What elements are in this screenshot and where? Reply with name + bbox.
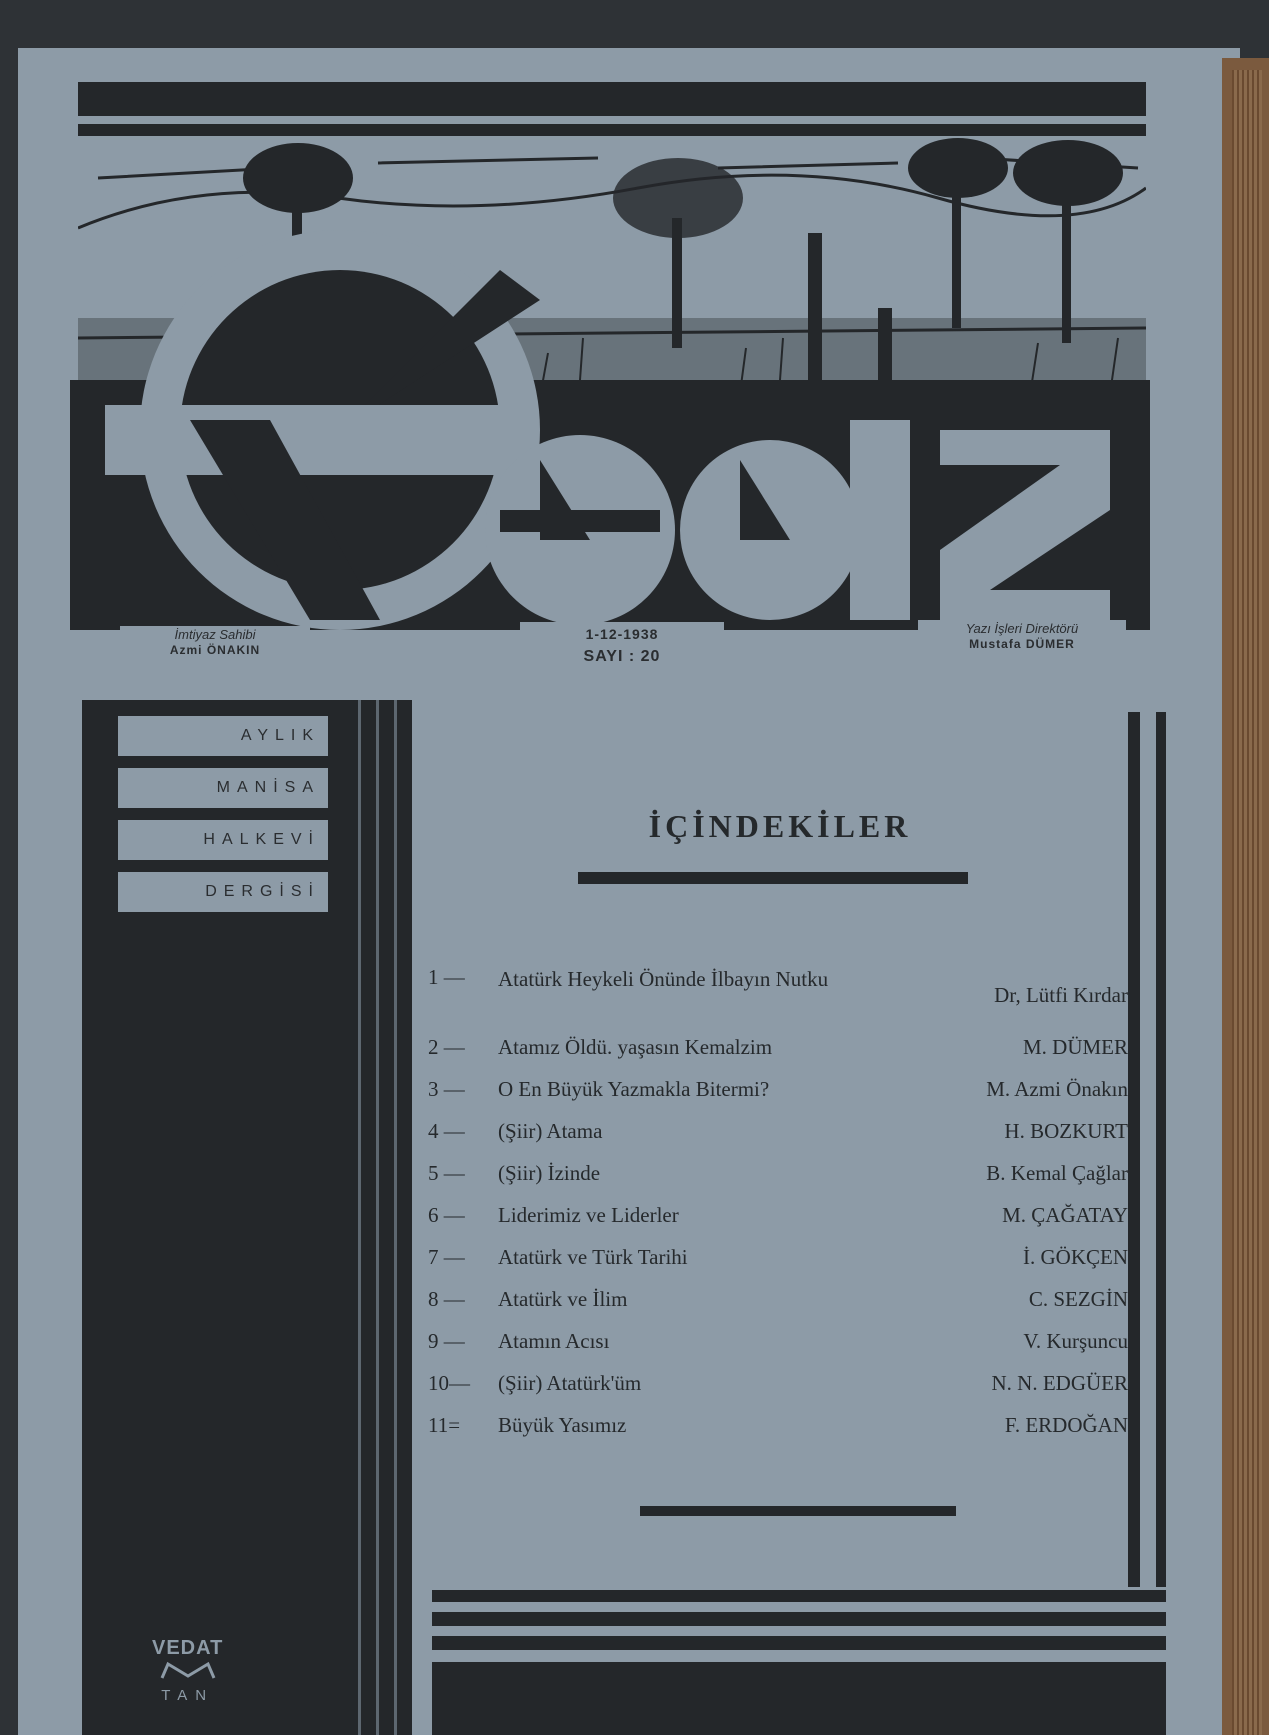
toc-entry-author: B. Kemal Çağlar [986,1161,1128,1185]
toc-entry [428,1119,1128,1157]
toc-entry-author: İ. GÖKÇEN [1023,1245,1128,1269]
toc-entry [428,965,1128,1025]
side-word-halkevi: HALKEVİ [118,820,328,860]
toc-entry-title: Atamın Acısı [498,1329,610,1353]
toc-entry-number: 11= [428,1413,461,1437]
toc-entry-title: (Şiir) Atama [498,1119,603,1143]
toc-entry-author: V. Kurşuncu [1023,1329,1128,1353]
top-band [78,82,1146,116]
toc-entry-author: F. ERDOĞAN [1004,1413,1128,1437]
right-rule-2 [1156,712,1166,1587]
side-word-dergisi: DERGİSİ [118,872,328,912]
toc-entry-author: C. SEZGİN [1028,1287,1128,1311]
bottom-band [432,1662,1166,1735]
editor-name: Mustafa DÜMER [969,637,1075,651]
owner-name: Azmi ÖNAKIN [169,643,261,657]
toc-entry-title: Atatürk ve Türk Tarihi [498,1245,688,1269]
toc-entry-number: 3 — [428,1077,465,1101]
toc-entry [428,1245,1128,1283]
toc-entry [428,1413,1128,1451]
toc-entry-title: Atatürk Heykeli Önünde İlbayın Nutku [498,967,829,991]
bottom-rule-2 [432,1612,1166,1626]
toc-title: İÇİNDEKİLER [648,808,912,844]
toc-entry-author: Dr, Lütfi Kırdar [994,983,1128,1007]
toc-entry [428,1077,1128,1115]
toc-entry [428,1329,1128,1367]
toc-entry-number: 8 — [428,1287,465,1311]
signature-mark-icon [158,1660,218,1682]
toc-end-rule [640,1506,956,1516]
editor-label: Yazı İşleri Direktörü [965,621,1079,636]
toc-entry [428,1371,1128,1409]
toc-entry-number: 9 — [428,1329,465,1353]
editor-box [918,620,1126,670]
toc-entry-title: Büyük Yasımız [498,1413,627,1437]
toc-entry-number: 10— [428,1371,470,1395]
signature-bottom: TAN [161,1687,215,1704]
toc-entry-title: Atamız Öldü. yaşasın Kemalzim [498,1035,773,1059]
issue-date: 1-12-1938 [585,626,659,642]
toc-entry-author: H. BOZKURT [1004,1119,1128,1143]
bottom-rule-3 [432,1636,1166,1650]
toc-entry-title: Liderimiz ve Liderler [498,1203,679,1227]
toc-entry-title: O En Büyük Yazmakla Bitermi? [498,1077,770,1101]
toc-entry-author: N. N. EDGÜER [991,1371,1128,1395]
issue-number: SAYI : 20 [583,648,661,665]
toc-entry-number: 7 — [428,1245,465,1269]
binding-page-edges [1232,70,1262,1735]
toc-entry [428,1161,1128,1199]
toc-entry [428,1035,1128,1073]
side-word-manisa: MANİSA [118,768,328,808]
toc-entry [428,1287,1128,1325]
side-word-aylik: AYLIK [118,716,328,756]
toc-entry-author: M. Azmi Önakın [986,1077,1128,1101]
signature-top: VEDAT [152,1637,224,1659]
toc-entry-title: (Şiir) İzinde [498,1161,601,1185]
toc-entry [428,1203,1128,1241]
toc-entry-number: 5 — [428,1161,465,1185]
gediz-logo [70,210,1150,630]
owner-box [120,626,310,674]
toc-entry-title: (Şiir) Atatürk'üm [498,1371,642,1395]
toc-entry-number: 6 — [428,1203,465,1227]
toc-entry-number: 2 — [428,1035,465,1059]
toc-entry-author: M. DÜMER [1022,1035,1128,1059]
bottom-rule-1 [432,1590,1166,1602]
title-underline [578,872,968,884]
toc-entry-number: 1 — [428,965,465,989]
owner-label: İmtiyaz Sahibi [174,627,256,642]
artist-signature [152,1637,223,1704]
toc-entry-title: Atatürk ve İlim [498,1287,628,1311]
issue-box [520,622,724,674]
top-rule [78,124,1146,136]
toc-entry-author: M. ÇAĞATAY [1002,1203,1128,1227]
toc-entry-number: 4 — [428,1119,465,1143]
